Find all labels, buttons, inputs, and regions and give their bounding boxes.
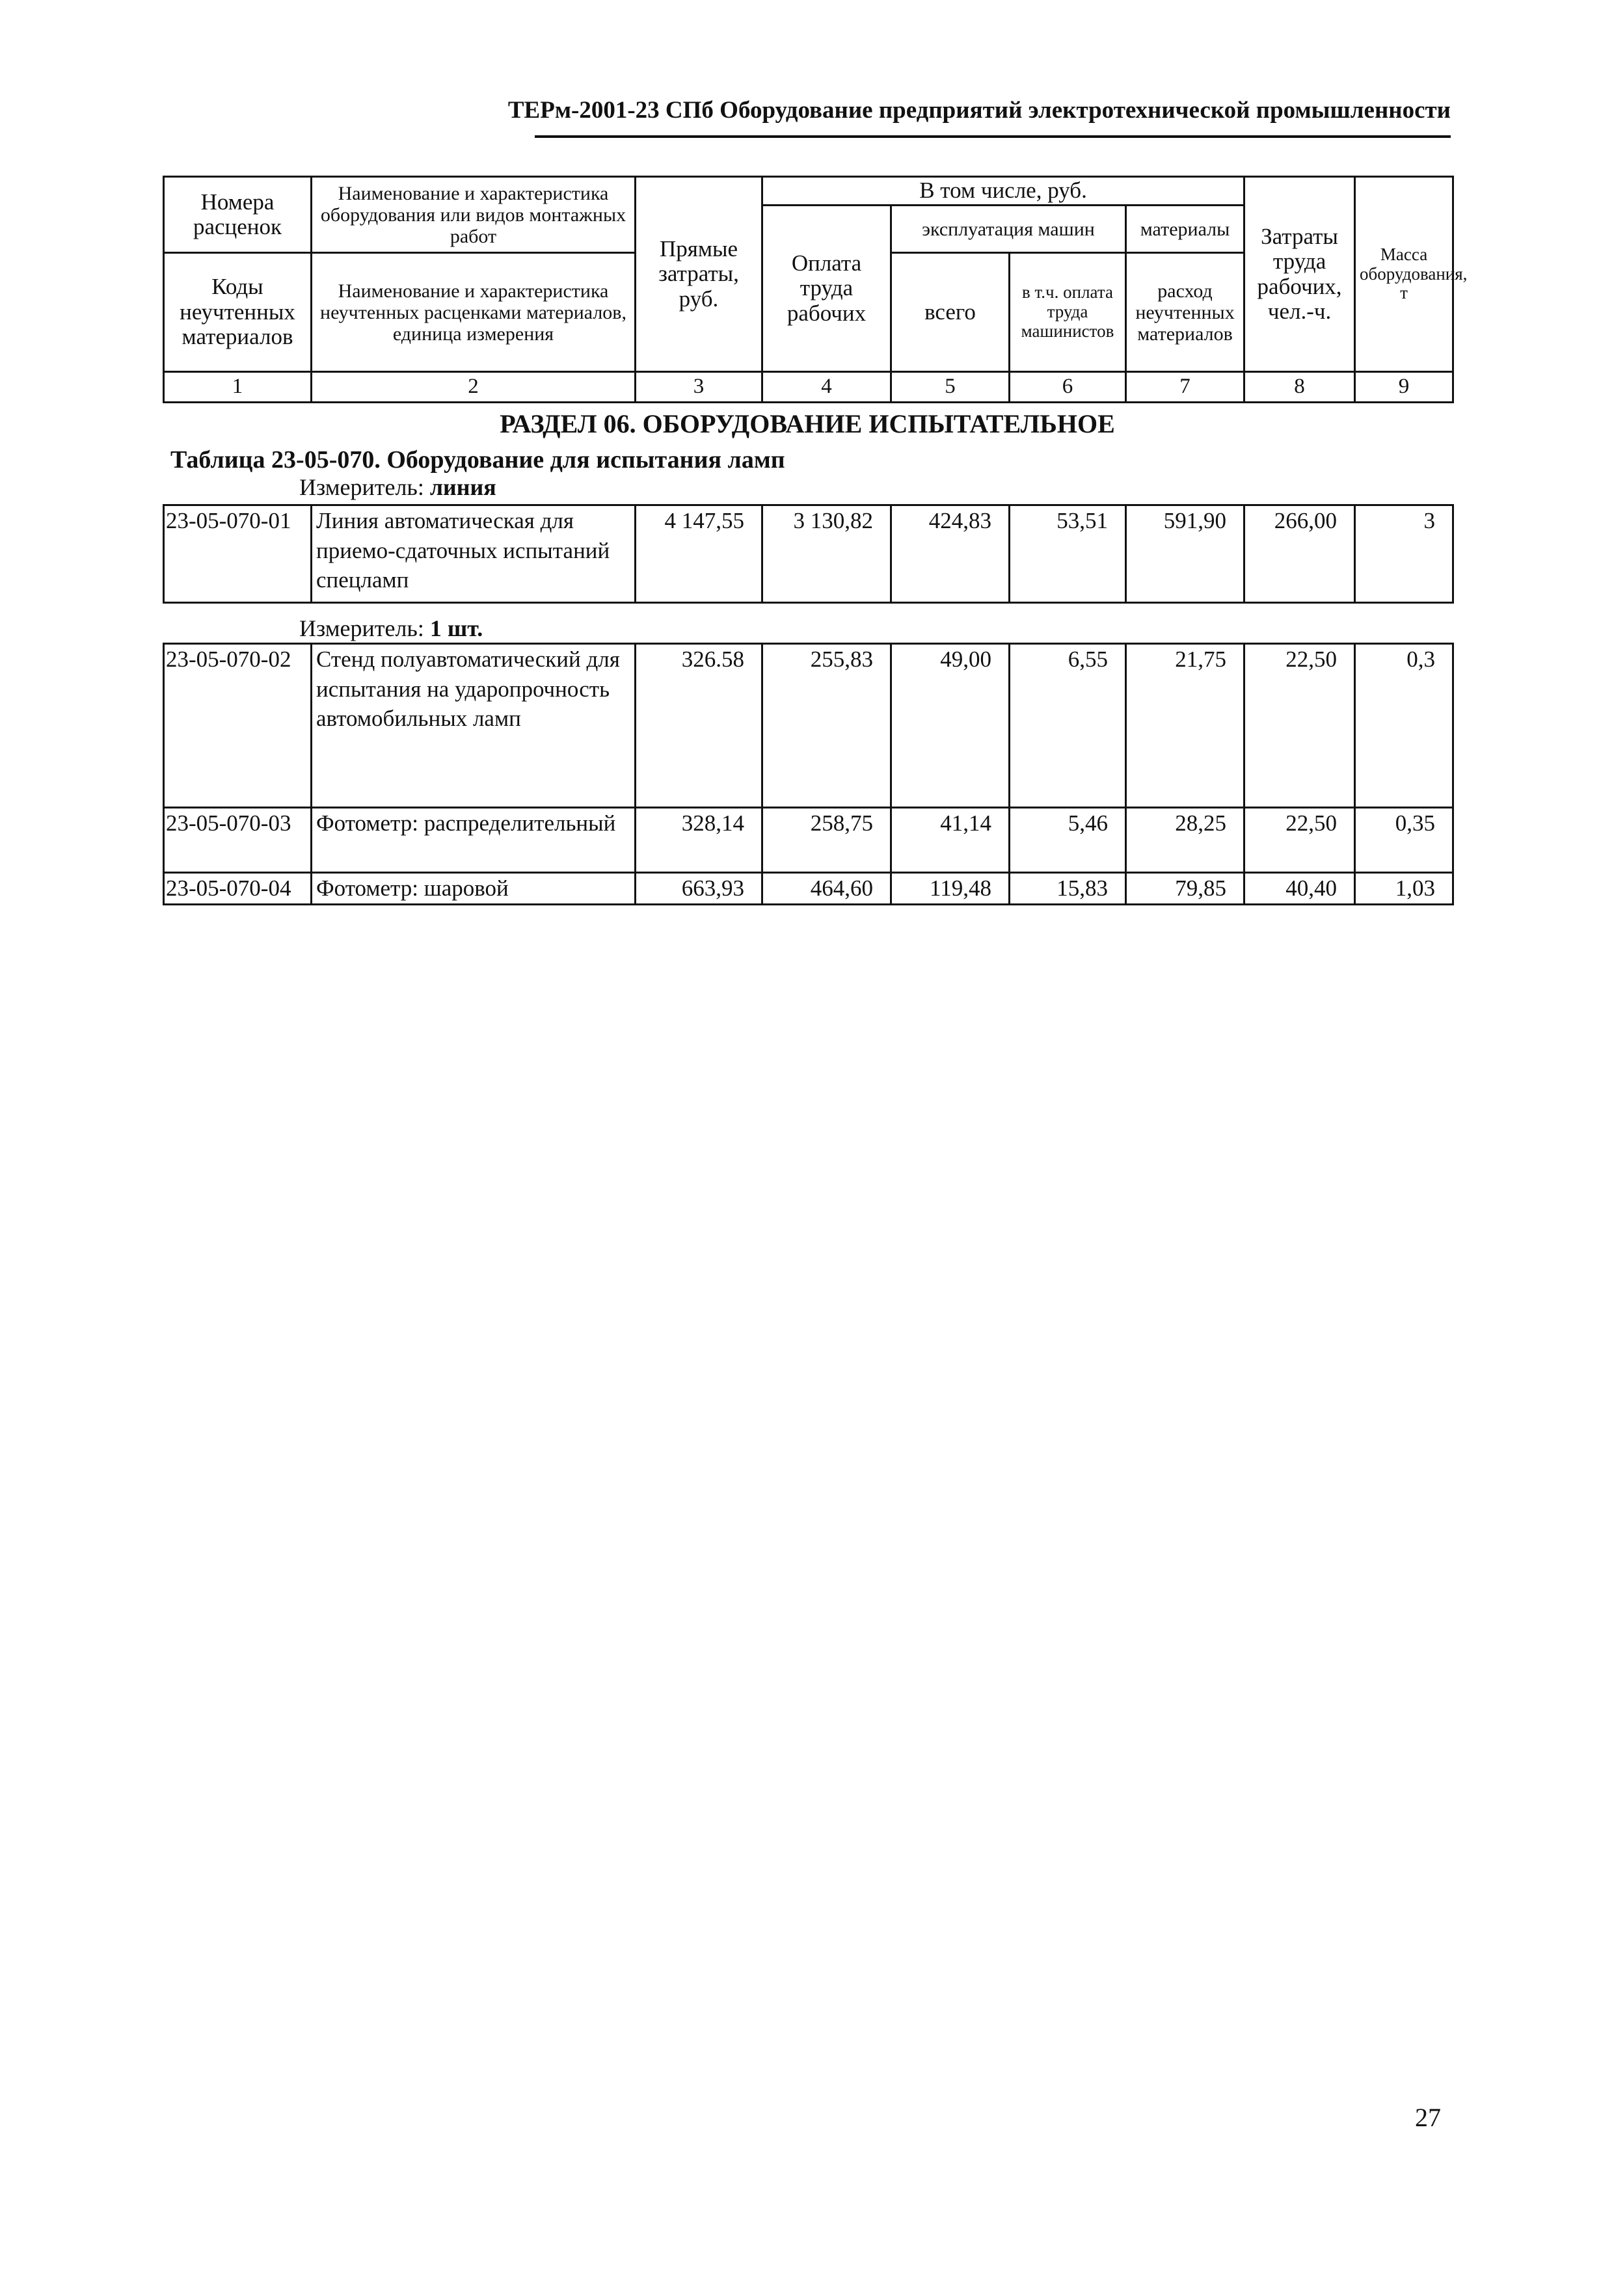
rate-name: Линия автоматическая для приемо-сдаточных испытаний спецламп [312, 505, 636, 603]
rates-table-line [163, 504, 1454, 604]
unit-value: линия [429, 474, 496, 500]
table-header [163, 176, 1468, 403]
unit-of-measure [299, 474, 496, 501]
table-row [164, 808, 1453, 873]
col-number-5: 5 [891, 372, 1010, 403]
materials: 28,25 [1126, 808, 1244, 873]
header-including: В том числе, руб. [762, 177, 1244, 206]
header-equipment-name: Наименование и характеристика оборудования или видов монтажных работ [312, 177, 636, 253]
col-number-7: 7 [1126, 372, 1244, 403]
table-row [164, 873, 1453, 905]
machinist-pay: 15,83 [1010, 873, 1126, 905]
table-row [164, 644, 1453, 808]
labor-hours: 266,00 [1244, 505, 1355, 603]
labor-pay: 3 130,82 [762, 505, 891, 603]
table-title: Таблица 23-05-070. Оборудование для испытания ламп [170, 446, 785, 474]
header-rule [535, 135, 1451, 138]
header-material-consumption: расход неучтенных материалов [1126, 253, 1244, 372]
col-number-1: 1 [164, 372, 312, 403]
unit-value: 1 шт. [429, 615, 483, 641]
header-machine-operation: эксплуатация машин [891, 206, 1126, 253]
rate-code: 23-05-070-04 [164, 873, 312, 905]
rate-name: Фотометр: распределительный [312, 808, 636, 873]
header-material-codes: Коды неучтенных материалов [164, 253, 312, 372]
col-number-6: 6 [1010, 372, 1126, 403]
col-number-3: 3 [636, 372, 762, 403]
col-number-2: 2 [312, 372, 636, 403]
rate-code: 23-05-070-03 [164, 808, 312, 873]
header-machinist-pay: в т.ч. оплата труда машинистов [1010, 253, 1126, 372]
table-row [164, 505, 1453, 603]
labor-hours: 40,40 [1244, 873, 1355, 905]
machinist-pay: 5,46 [1010, 808, 1126, 873]
page-number: 27 [1415, 2103, 1441, 2132]
machines-total: 119,48 [891, 873, 1010, 905]
header-machines-total: всего [891, 253, 1010, 372]
machinist-pay: 6,55 [1010, 644, 1126, 808]
machines-total: 41,14 [891, 808, 1010, 873]
unit-of-measure [299, 615, 483, 642]
materials: 79,85 [1126, 873, 1244, 905]
equipment-mass: 0,3 [1355, 644, 1453, 808]
machinist-pay: 53,51 [1010, 505, 1126, 603]
header-equipment-mass: Масса оборудования, т [1355, 177, 1453, 372]
equipment-mass: 3 [1355, 505, 1453, 603]
header-material-names: Наименование и характеристика неучтенных расценками материалов, единица измерения [312, 253, 636, 372]
col-number-4: 4 [762, 372, 891, 403]
labor-pay: 464,60 [762, 873, 891, 905]
col-number-8: 8 [1244, 372, 1355, 403]
direct-costs: 4 147,55 [636, 505, 762, 603]
equipment-mass: 0,35 [1355, 808, 1453, 873]
labor-pay: 258,75 [762, 808, 891, 873]
labor-hours: 22,50 [1244, 644, 1355, 808]
unit-label: Измеритель: [299, 474, 424, 500]
machines-total: 49,00 [891, 644, 1010, 808]
labor-pay: 255,83 [762, 644, 891, 808]
rate-code: 23-05-070-01 [164, 505, 312, 603]
header-rate-numbers: Номера расценок [164, 177, 312, 253]
rate-code: 23-05-070-02 [164, 644, 312, 808]
header-materials: материалы [1126, 206, 1244, 253]
running-header: ТЕРм-2001-23 СПб Оборудование предприятий электротехнической промышленности [507, 97, 1451, 124]
rate-name: Стенд полуавтоматический для испытания на ударопрочность автомобильных ламп [312, 644, 636, 808]
section-title: РАЗДЕЛ 06. ОБОРУДОВАНИЕ ИСПЫТАТЕЛЬНОЕ [500, 409, 1115, 438]
header-direct-costs: Прямые затраты, руб. [636, 177, 762, 372]
direct-costs: 326.58 [636, 644, 762, 808]
equipment-mass: 1,03 [1355, 873, 1453, 905]
labor-hours: 22,50 [1244, 808, 1355, 873]
header-labor-pay: Оплата труда рабочих [762, 206, 891, 372]
rate-name: Фотометр: шаровой [312, 873, 636, 905]
header-labor-hours: Затраты труда рабочих, чел.-ч. [1244, 177, 1355, 372]
direct-costs: 328,14 [636, 808, 762, 873]
materials: 591,90 [1126, 505, 1244, 603]
col-number-9: 9 [1355, 372, 1453, 403]
materials: 21,75 [1126, 644, 1244, 808]
direct-costs: 663,93 [636, 873, 762, 905]
unit-label: Измеритель: [299, 615, 424, 641]
machines-total: 424,83 [891, 505, 1010, 603]
rates-table-items [163, 643, 1454, 905]
